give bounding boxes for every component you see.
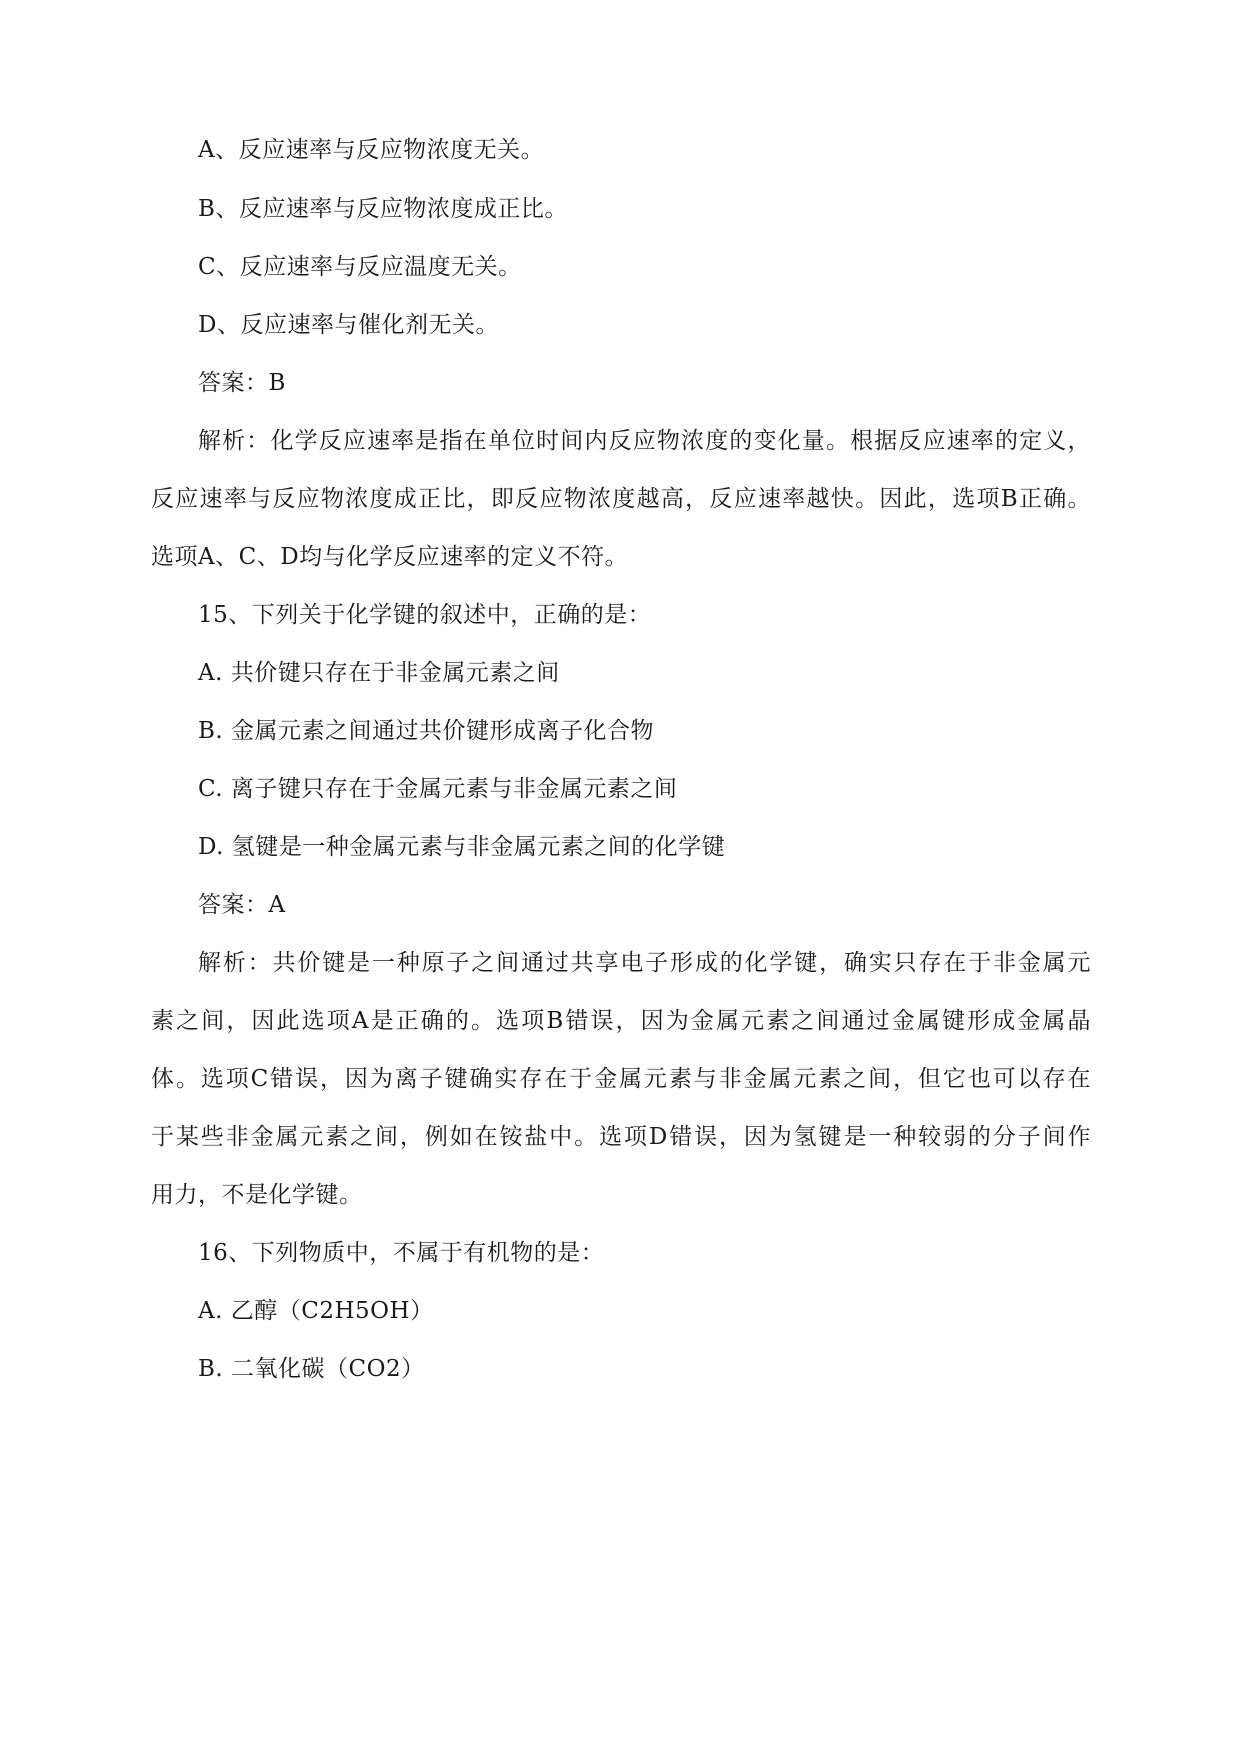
q15-answer: 答案：A (198, 892, 286, 918)
q15-explanation-line-4: 于某些非金属元素之间，例如在铵盐中。选项D错误，因为氢键是一种较弱的分子间作 (151, 1124, 1091, 1150)
q14-option-c: C、反应速率与反应温度无关。 (198, 254, 522, 280)
q16-option-b: B. 二氧化碳（CO2） (198, 1356, 425, 1382)
q15-explanation-line-2: 素之间，因此选项A是正确的。选项B错误，因为金属元素之间通过金属键形成金属晶 (151, 1008, 1091, 1034)
q15-option-b: B. 金属元素之间通过共价键形成离子化合物 (198, 718, 655, 744)
q15-option-a: A. 共价键只存在于非金属元素之间 (198, 660, 560, 686)
q15-option-d: D. 氢键是一种金属元素与非金属元素之间的化学键 (198, 834, 726, 860)
q14-option-d: D、反应速率与催化剂无关。 (198, 312, 499, 338)
q14-explanation-line-1: 解析：化学反应速率是指在单位时间内反应物浓度的变化量。根据反应速率的定义， (198, 428, 1091, 454)
q15-explanation-line-3: 体。选项C错误，因为离子键确实存在于金属元素与非金属元素之间，但它也可以存在 (151, 1066, 1091, 1092)
q14-explanation-line-2: 反应速率与反应物浓度成正比，即反应物浓度越高，反应速率越快。因此，选项B正确。 (151, 486, 1091, 512)
q15-question: 15、下列关于化学键的叙述中，正确的是： (198, 602, 652, 628)
q15-explanation-line-1: 解析：共价键是一种原子之间通过共享电子形成的化学键，确实只存在于非金属元 (198, 950, 1091, 976)
q15-explanation-line-5: 用力，不是化学键。 (151, 1182, 363, 1208)
q14-option-a: A、反应速率与反应物浓度无关。 (198, 137, 545, 163)
q14-explanation-line-3: 选项A、C、D均与化学反应速率的定义不符。 (151, 544, 629, 570)
q14-answer: 答案：B (198, 370, 286, 396)
q16-question: 16、下列物质中，不属于有机物的是： (198, 1240, 605, 1266)
q15-option-c: C. 离子键只存在于金属元素与非金属元素之间 (198, 776, 678, 802)
q14-option-b: B、反应速率与反应物浓度成正比。 (198, 196, 568, 222)
q16-option-a: A. 乙醇（C2H5OH） (198, 1298, 434, 1324)
